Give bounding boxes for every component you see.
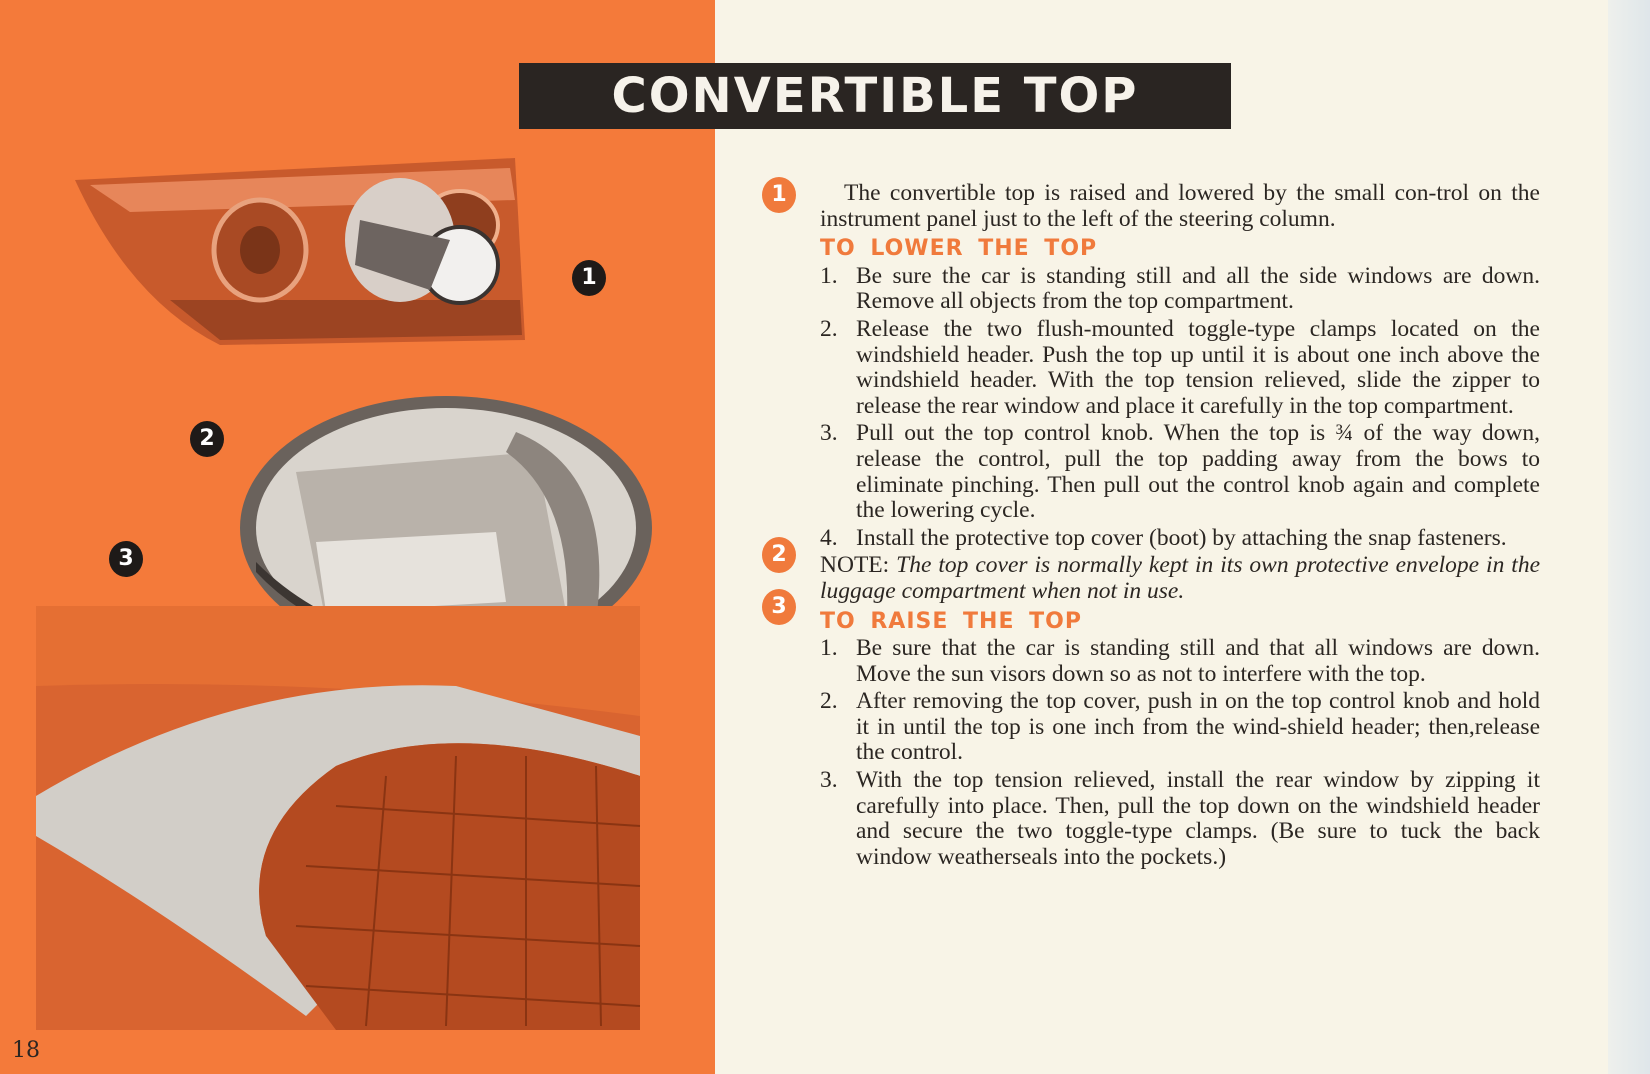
text-marker-2: 2 — [762, 537, 796, 573]
text-marker-3: 3 — [762, 589, 796, 625]
lower-heading: TO LOWER THE TOP — [820, 236, 1098, 262]
raise-heading: TO RAISE THE TOP — [820, 608, 1082, 634]
page-title: CONVERTIBLE TOP — [519, 63, 1231, 129]
rear-seat-boot-photo — [36, 606, 640, 1030]
list-item — [820, 317, 1540, 419]
step-text: Be sure the car is standing still and all the side windows are down. Remove all objects from the top compartment. — [856, 262, 1540, 315]
list-item — [820, 264, 1540, 315]
note-paragraph — [820, 553, 1540, 604]
page-number: 18 — [12, 1038, 40, 1063]
list-item — [820, 689, 1540, 766]
photo-marker-2: 2 — [190, 421, 224, 457]
step-text: Be sure that the car is standing still and that all windows are down. Move the sun visors down so as not to interfere with the top. — [856, 635, 1540, 687]
list-item — [820, 636, 1540, 687]
list-item — [820, 526, 1540, 552]
instructions-column — [820, 181, 1540, 872]
raise-steps — [820, 636, 1540, 870]
step-number: 2. — [820, 315, 838, 342]
step-text: Release the two flush-mounted toggle-type clamps located on the windshield header. Push the top up until it is about one inch above the windshield header. With the top tension relieved, slide the zipper to release the rear window and place it carefully in the top compartment. — [856, 315, 1540, 419]
step-number: 1. — [820, 635, 838, 662]
step-text: Install the protective top cover (boot) by attaching the snap fasteners. — [856, 524, 1507, 551]
photo-marker-1: 1 — [572, 260, 606, 296]
note-text: The top cover is normally kept in its own protective envelope in the luggage compartment when not in use. — [820, 552, 1540, 604]
step-number: 4. — [820, 524, 838, 551]
photo-marker-3: 3 — [109, 541, 143, 577]
step-text: After removing the top cover, push in on the top control knob and hold it in until the top is one inch from the wind-shield header; then,release the control. — [856, 688, 1540, 766]
control-panel-photo — [70, 150, 530, 360]
intro-paragraph: The convertible top is raised and lowered by the small con-trol on the instrument panel just to the left of the steering column. — [820, 180, 1540, 232]
lower-steps — [820, 264, 1540, 552]
step-number: 2. — [820, 688, 838, 715]
step-number: 3. — [820, 420, 838, 447]
list-item — [820, 421, 1540, 523]
list-item — [820, 768, 1540, 870]
step-number: 3. — [820, 767, 838, 794]
step-text: With the top tension relieved, install the rear window by zipping it carefully into place. Then, pull the top down on the windshield header and secure the two toggle-type clamps. (Be sure to tuck the back window weatherseals into the pockets.) — [856, 767, 1540, 870]
step-number: 1. — [820, 262, 838, 289]
page-edge — [1608, 0, 1650, 1074]
text-marker-1: 1 — [762, 177, 796, 213]
step-text: Pull out the top control knob. When the top is ¾ of the way down, release the control, pull the top padding away from the bows to eliminate pinching. Then pull out the control knob again and complete the lowering cycle. — [856, 420, 1540, 524]
note-label: NOTE: — [820, 552, 890, 579]
